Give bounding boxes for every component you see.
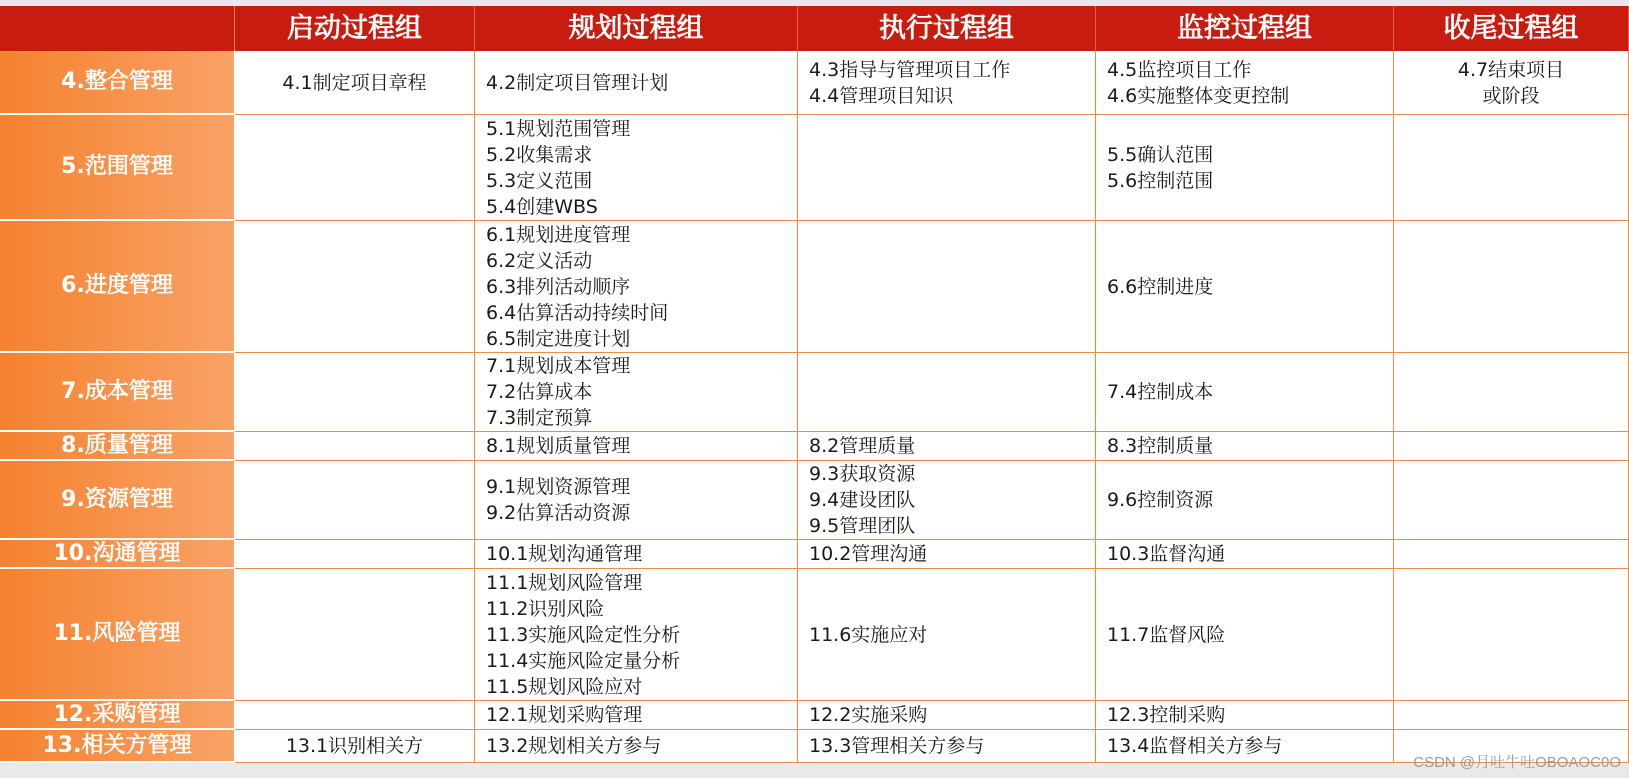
table-cell: [798, 461, 1096, 540]
process-item: 6.5制定进度计划: [486, 327, 631, 350]
column-header: 监控过程组: [1096, 6, 1394, 51]
table-cell: [798, 221, 1096, 353]
table-cell: [235, 569, 475, 701]
process-item: 11.6实施应对: [809, 623, 928, 646]
table-cell: [1394, 432, 1629, 461]
process-item: 13.1识别相关方: [285, 735, 424, 757]
process-item: 10.1规划沟通管理: [486, 543, 643, 565]
header-corner: [0, 6, 235, 51]
table-cell: [1096, 461, 1394, 540]
process-item: 12.1规划采购管理: [486, 704, 643, 726]
row-header: 12.采购管理: [0, 701, 235, 730]
table-cell: [475, 461, 798, 540]
process-item: 7.3制定预算: [486, 407, 593, 429]
process-item: 7.2估算成本: [486, 381, 593, 403]
table-cell: [798, 540, 1096, 569]
table-cell: [1394, 540, 1629, 569]
row-header: 4.整合管理: [0, 51, 235, 115]
table-cell: [235, 353, 475, 432]
table-cell: [798, 432, 1096, 461]
process-item: 5.2收集需求: [486, 143, 593, 166]
table-cell: [1096, 115, 1394, 221]
row-header: 9.资源管理: [0, 461, 235, 540]
row-header: 13.相关方管理: [0, 730, 235, 763]
column-header: 收尾过程组: [1394, 6, 1629, 51]
process-item: 12.2实施采购: [809, 704, 928, 726]
table-cell: [475, 115, 798, 221]
table-cell: [798, 353, 1096, 432]
process-item: 5.3定义范围: [486, 169, 593, 192]
table-cell: [235, 432, 475, 461]
row-header: 8.质量管理: [0, 432, 235, 461]
row-header: 11.风险管理: [0, 569, 235, 701]
table-cell: [1394, 461, 1629, 540]
process-item: 5.4创建WBS: [486, 195, 598, 218]
table-cell: [798, 730, 1096, 763]
process-item: 6.6控制进度: [1107, 275, 1214, 298]
table-cell: [235, 730, 475, 763]
process-item: 8.2管理质量: [809, 435, 916, 457]
table-cell: [1394, 221, 1629, 353]
process-item: 7.1规划成本管理: [486, 355, 631, 377]
process-item: 4.7结束项目: [1457, 58, 1565, 81]
process-item: 9.2估算活动资源: [486, 502, 631, 524]
row-header: 6.进度管理: [0, 221, 235, 353]
process-item: 11.3实施风险定性分析: [486, 623, 681, 646]
process-item: 4.6实施整体变更控制: [1107, 84, 1290, 107]
table-cell: [798, 569, 1096, 701]
process-matrix-table: [0, 6, 1629, 763]
table-cell: [475, 569, 798, 701]
column-header: 规划过程组: [475, 6, 798, 51]
process-item: 9.3获取资源: [809, 463, 916, 485]
process-item: 12.3控制采购: [1107, 704, 1226, 726]
process-item: 6.2定义活动: [486, 249, 593, 272]
table-cell: [475, 540, 798, 569]
table-cell: [1394, 701, 1629, 730]
table-cell: [235, 51, 475, 115]
process-item: 10.3监督沟通: [1107, 543, 1226, 565]
table-cell: [1096, 730, 1394, 763]
watermark: CSDN @月吐牛吐OBOAOC0O: [1413, 754, 1621, 771]
table-cell: [235, 115, 475, 221]
process-item: 11.2识别风险: [486, 597, 605, 620]
process-item: 11.1规划风险管理: [486, 571, 643, 594]
process-item: 4.2制定项目管理计划: [486, 71, 669, 94]
table-cell: [235, 221, 475, 353]
process-item: 4.1制定项目章程: [282, 71, 427, 94]
process-item: 9.5管理团队: [809, 515, 916, 537]
process-item: 或阶段: [1482, 84, 1540, 107]
table-cell: [475, 730, 798, 763]
table-cell: [1394, 115, 1629, 221]
process-item: 9.4建设团队: [809, 489, 916, 511]
process-item: 5.5确认范围: [1107, 143, 1214, 166]
column-header: 执行过程组: [798, 6, 1096, 51]
process-item: 6.1规划进度管理: [486, 223, 631, 246]
table-cell: [1394, 51, 1629, 115]
row-header: 10.沟通管理: [0, 540, 235, 569]
table-cell: [1096, 51, 1394, 115]
table-cell: [1394, 353, 1629, 432]
process-item: 8.1规划质量管理: [486, 435, 631, 457]
process-item: 4.3指导与管理项目工作: [809, 58, 1011, 81]
table-cell: [1096, 701, 1394, 730]
table-cell: [475, 353, 798, 432]
process-item: 6.4估算活动持续时间: [486, 301, 669, 324]
table-cell: [235, 701, 475, 730]
process-item: 13.4监督相关方参与: [1107, 735, 1283, 757]
process-item: 5.6控制范围: [1107, 169, 1214, 192]
table-cell: [1394, 569, 1629, 701]
table-cell: [235, 540, 475, 569]
row-header: 7.成本管理: [0, 353, 235, 432]
table-cell: [1096, 353, 1394, 432]
table-cell: [1096, 540, 1394, 569]
process-item: 11.7监督风险: [1107, 623, 1226, 646]
column-header: 启动过程组: [235, 6, 475, 51]
table-cell: [798, 701, 1096, 730]
table-cell: [798, 115, 1096, 221]
table-cell: [1096, 569, 1394, 701]
process-item: 7.4控制成本: [1107, 381, 1214, 403]
process-item: 4.5监控项目工作: [1107, 58, 1252, 81]
table-cell: [475, 701, 798, 730]
process-item: 9.1规划资源管理: [486, 476, 631, 498]
row-header: 5.范围管理: [0, 115, 235, 221]
process-item: 13.2规划相关方参与: [486, 735, 662, 757]
table-cell: [475, 221, 798, 353]
process-item: 6.3排列活动顺序: [486, 275, 631, 298]
table-cell: [1096, 432, 1394, 461]
process-item: 4.4管理项目知识: [809, 84, 954, 107]
process-item: 9.6控制资源: [1107, 489, 1214, 511]
table-cell: [475, 432, 798, 461]
process-item: 10.2管理沟通: [809, 543, 928, 565]
process-item: 8.3控制质量: [1107, 435, 1214, 457]
process-item: 11.5规划风险应对: [486, 675, 643, 698]
process-item: 5.1规划范围管理: [486, 117, 631, 140]
process-item: 13.3管理相关方参与: [809, 735, 985, 757]
table-cell: [798, 51, 1096, 115]
process-item: 11.4实施风险定量分析: [486, 649, 681, 672]
table-cell: [1096, 221, 1394, 353]
table-cell: [235, 461, 475, 540]
table-cell: [475, 51, 798, 115]
